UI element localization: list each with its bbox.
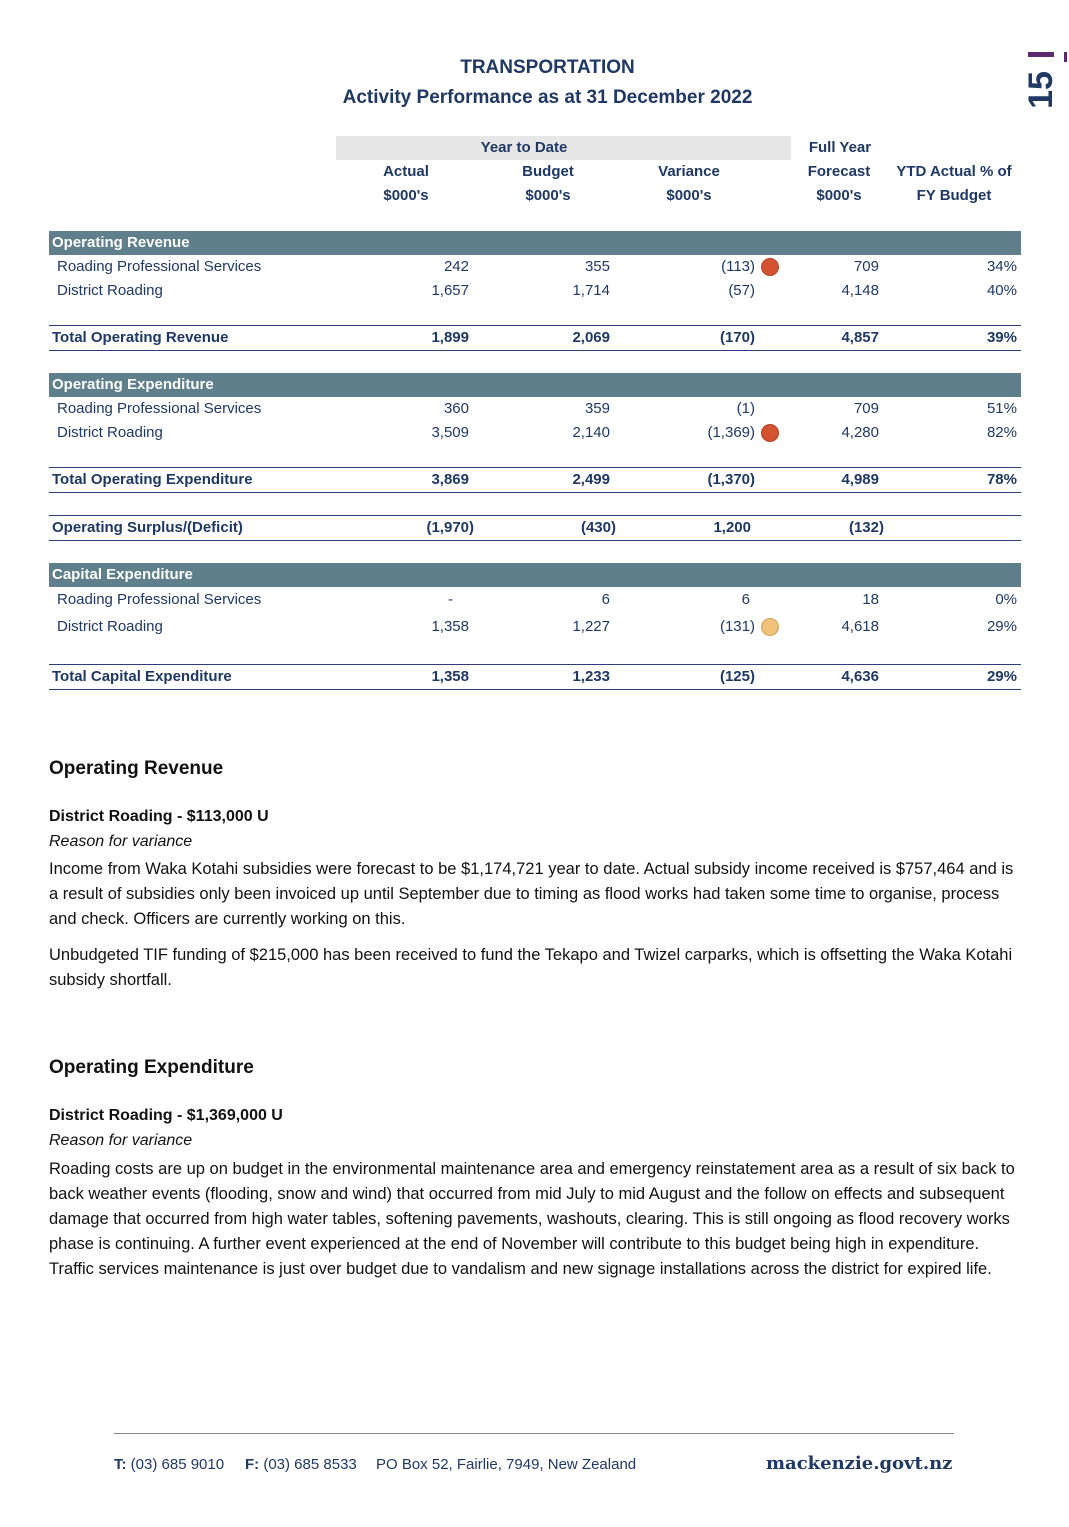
full-year-header: Full Year xyxy=(808,139,872,156)
commentary-paragraph: Income from Waka Kotahi subsidies were forecast to be $1,174,721 year to date. Actual subsidy income received is $757,464 and is a result of subsidies only been invoiced up until September due to timing as flood works had taken some time to organise, process and check. Officers are currently working on this. xyxy=(49,860,1014,928)
variance-unit: $000's xyxy=(666,187,712,204)
budget-cell: 1,227 xyxy=(572,618,610,635)
forecast-cell: 4,148 xyxy=(841,282,879,299)
section-operating-revenue: Operating Revenue xyxy=(49,231,1021,255)
pct-cell: 51% xyxy=(986,400,1017,417)
variance-cell: 6 xyxy=(741,591,750,608)
pct-cell: 82% xyxy=(986,424,1017,441)
budget-cell: 2,140 xyxy=(572,424,610,441)
status-indicator-amber xyxy=(761,618,779,636)
table-row xyxy=(49,588,1021,612)
forecast-cell: 4,280 xyxy=(841,424,879,441)
budget-cell: 6 xyxy=(601,591,610,608)
forecast-header: Forecast xyxy=(807,163,871,180)
ytd-header: Year to Date xyxy=(480,139,568,156)
pct-cell: 40% xyxy=(986,282,1017,299)
total-label: Total Capital Expenditure xyxy=(52,668,232,685)
ytd-pct-header: YTD Actual % of xyxy=(896,163,1012,180)
variance-header: Variance xyxy=(658,163,720,180)
pct-cell: 29% xyxy=(986,618,1017,635)
forecast-cell: 709 xyxy=(853,258,879,275)
forecast-cell: 18 xyxy=(862,591,879,608)
forecast-cell: (132) xyxy=(848,519,884,536)
fax-label: F: xyxy=(245,1456,260,1473)
phone-label: T: xyxy=(114,1456,127,1473)
variance-cell: (170) xyxy=(719,329,755,346)
actual-header: Actual xyxy=(383,163,429,180)
actual-cell: (1,970) xyxy=(426,519,474,536)
page-title: TRANSPORTATION xyxy=(460,57,635,78)
variance-cell: (57) xyxy=(728,282,755,299)
row-label: Roading Professional Services xyxy=(57,400,262,417)
row-label: District Roading xyxy=(57,282,163,299)
footer-address: PO Box 52, Fairlie, 7949, New Zealand xyxy=(376,1456,637,1473)
commentary-heading-revenue: Operating Revenue xyxy=(49,758,224,779)
table-row xyxy=(49,421,1021,445)
actual-unit: $000's xyxy=(383,187,429,204)
pct-cell: 34% xyxy=(986,258,1017,275)
reason-label: Reason for variance xyxy=(49,1132,193,1149)
row-label: Roading Professional Services xyxy=(57,591,262,608)
table-row xyxy=(49,397,1021,421)
page-subtitle: Activity Performance as at 31 December 2022 xyxy=(342,87,753,108)
status-indicator-red xyxy=(761,424,779,442)
surplus-row xyxy=(49,515,1021,541)
pct-cell: 29% xyxy=(986,668,1017,685)
page-number: 15 xyxy=(1022,71,1060,109)
variance-cell: (1,369) xyxy=(707,424,755,441)
status-indicator-red xyxy=(761,258,779,276)
actual-cell: 360 xyxy=(443,400,469,417)
total-row xyxy=(49,467,1021,493)
phone-value: (03) 685 9010 xyxy=(130,1456,225,1473)
table-row xyxy=(49,615,1021,639)
budget-cell: 355 xyxy=(584,258,610,275)
budget-cell: 2,499 xyxy=(572,471,610,488)
total-label: Operating Surplus/(Deficit) xyxy=(52,519,243,536)
table-row xyxy=(49,279,1021,303)
budget-cell: (430) xyxy=(580,519,616,536)
forecast-cell: 4,618 xyxy=(841,618,879,635)
footer-fax xyxy=(245,1456,357,1473)
section-operating-expenditure: Operating Expenditure xyxy=(49,373,1021,397)
row-label: District Roading xyxy=(57,424,163,441)
actual-cell: - xyxy=(448,591,453,608)
budget-cell: 1,233 xyxy=(572,668,610,685)
website-logo: mackenzie.govt.nz xyxy=(766,1453,953,1474)
actual-cell: 1,358 xyxy=(431,668,469,685)
commentary-item-revenue: District Roading - $113,000 U xyxy=(49,808,269,825)
variance-cell: (113) xyxy=(721,258,755,275)
budget-unit: $000's xyxy=(525,187,571,204)
footer-phone xyxy=(114,1456,224,1473)
section-capital-expenditure: Capital Expenditure xyxy=(49,563,1021,587)
actual-cell: 3,509 xyxy=(431,424,469,441)
variance-cell: (1,370) xyxy=(707,471,755,488)
forecast-cell: 4,857 xyxy=(841,329,879,346)
total-row xyxy=(49,664,1021,690)
forecast-cell: 709 xyxy=(853,400,879,417)
variance-cell: 1,200 xyxy=(713,519,751,536)
actual-cell: 242 xyxy=(443,258,469,275)
variance-cell: (125) xyxy=(719,668,755,685)
total-row xyxy=(49,325,1021,351)
total-label: Total Operating Expenditure xyxy=(52,471,253,488)
table-row xyxy=(49,255,1021,279)
footer-divider xyxy=(114,1433,954,1434)
commentary-item-expenditure: District Roading - $1,369,000 U xyxy=(49,1107,283,1124)
budget-cell: 1,714 xyxy=(572,282,610,299)
variance-cell: (1) xyxy=(736,400,755,417)
pct-cell: 39% xyxy=(986,329,1017,346)
actual-cell: 1,358 xyxy=(431,618,469,635)
actual-cell: 1,899 xyxy=(431,329,469,346)
reason-label: Reason for variance xyxy=(49,833,193,850)
commentary-paragraph: Roading costs are up on budget in the environmental maintenance area and emergency reinstatement area as a result of six back to back weather events (flooding, snow and wind) that occurred from mid July to mid August and the follow on effects and subsequent damage that occurred from high water tables, softening pavements, washouts, clearing. This is still ongoing as flood recovery works phase is continuing. A further event experienced at the end of November will contribute to this budget being high in expenditure. Traffic services maintenance is just over budget due to vandalism and new signage installations across the district for expired life. xyxy=(49,1160,1015,1278)
row-label: Roading Professional Services xyxy=(57,258,262,275)
variance-cell: (131) xyxy=(719,618,755,635)
forecast-cell: 4,636 xyxy=(841,668,879,685)
actual-cell: 1,657 xyxy=(431,282,469,299)
commentary-heading-expenditure: Operating Expenditure xyxy=(49,1057,254,1078)
pct-cell: 0% xyxy=(995,591,1017,608)
forecast-cell: 4,989 xyxy=(841,471,879,488)
budget-cell: 359 xyxy=(584,400,610,417)
budget-header: Budget xyxy=(522,163,574,180)
forecast-unit: $000's xyxy=(816,187,862,204)
ytd-pct-header-2: FY Budget xyxy=(916,187,992,204)
fax-value: (03) 685 8533 xyxy=(263,1456,357,1473)
actual-cell: 3,869 xyxy=(431,471,469,488)
commentary-paragraph: Unbudgeted TIF funding of $215,000 has been received to fund the Tekapo and Twizel carparks, which is offsetting the Waka Kotahi subsidy shortfall. xyxy=(49,946,1013,989)
row-label: District Roading xyxy=(57,618,163,635)
budget-cell: 2,069 xyxy=(572,329,610,346)
total-label: Total Operating Revenue xyxy=(52,329,229,346)
pct-cell: 78% xyxy=(986,471,1017,488)
